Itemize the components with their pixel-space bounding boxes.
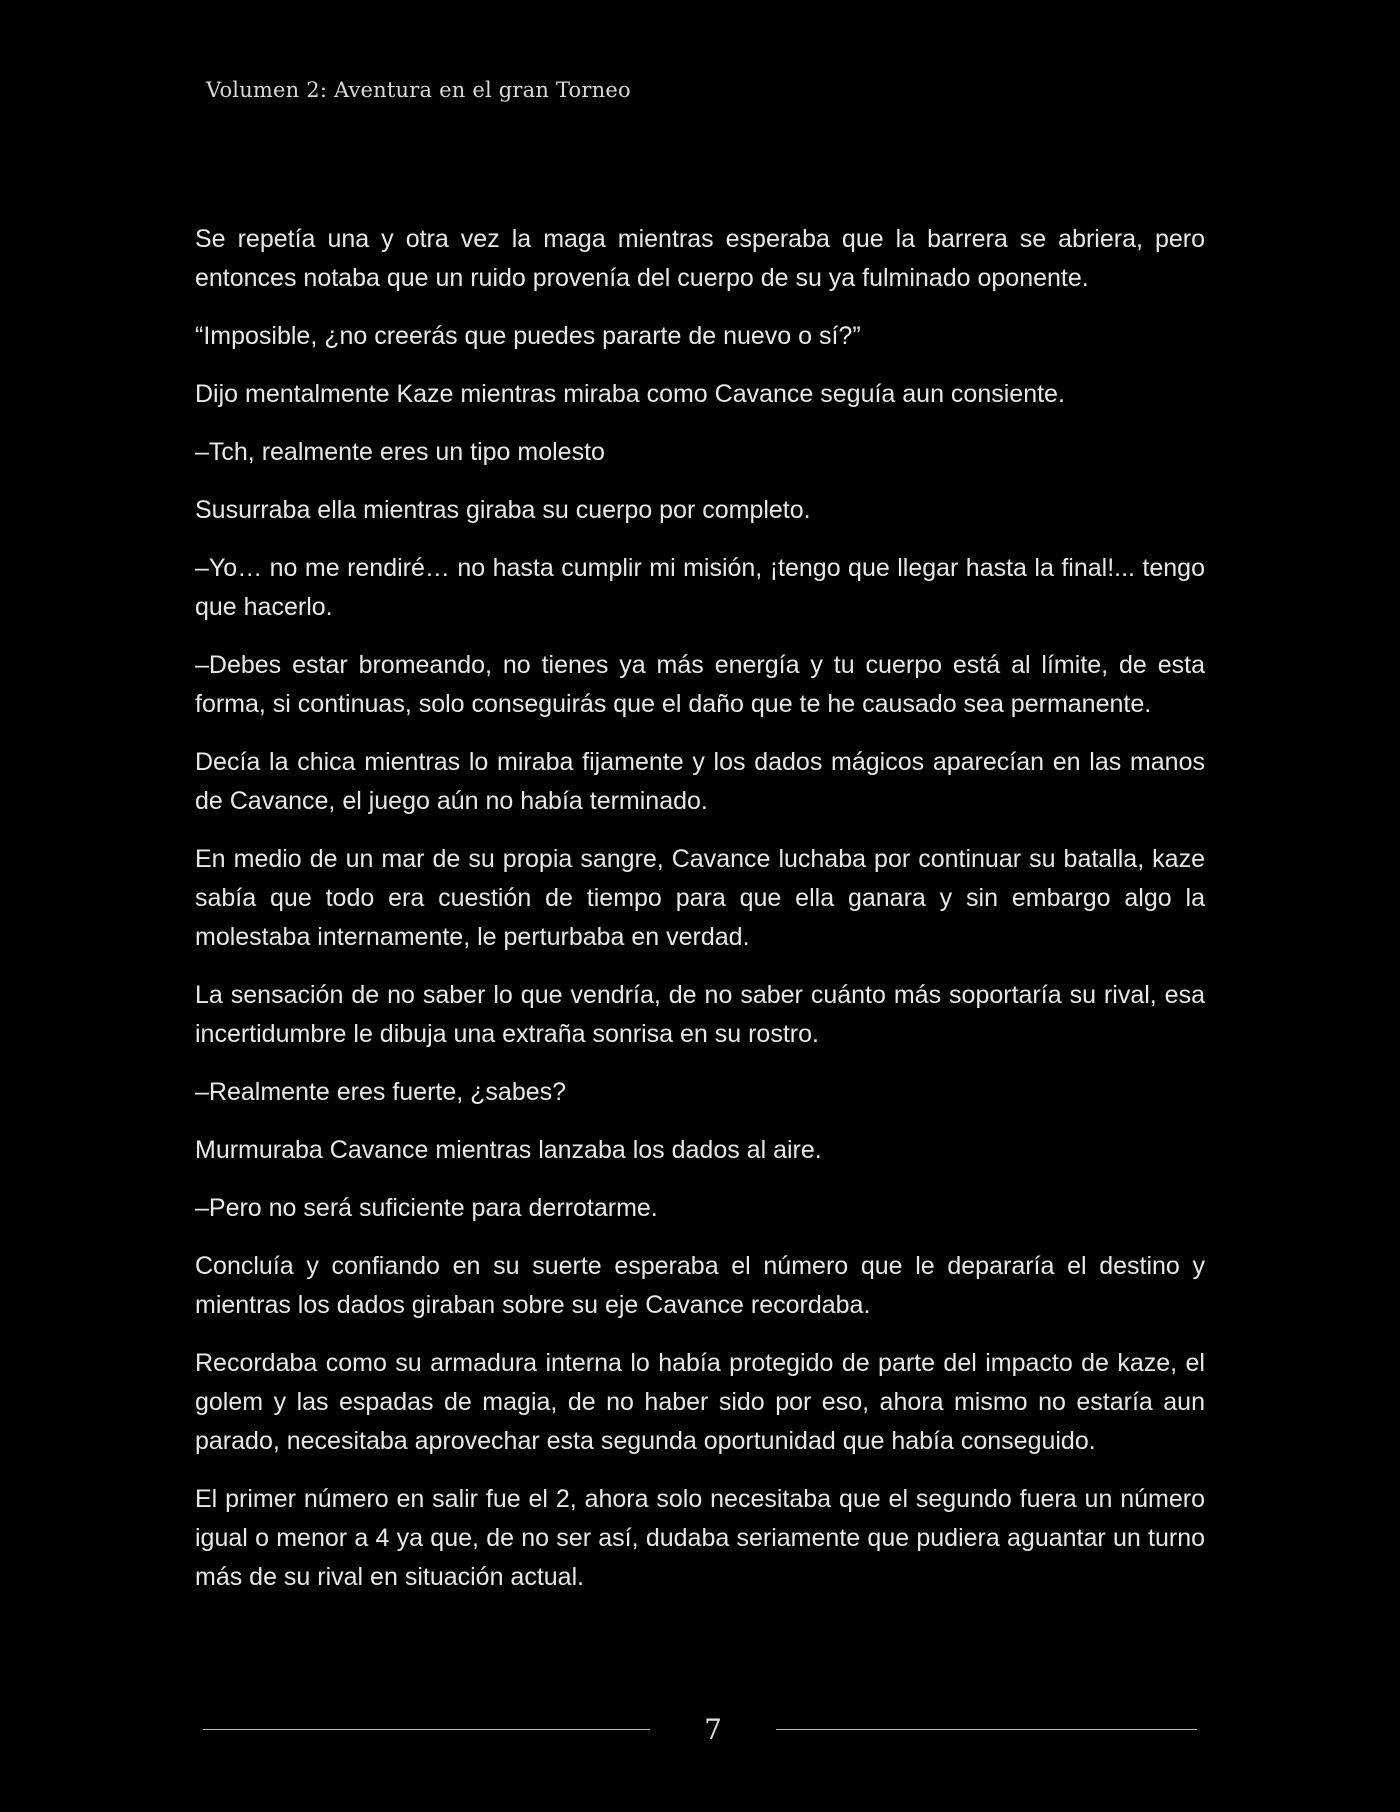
footer-rule-right [776,1729,1197,1730]
paragraph: Concluía y confiando en su suerte esperaba el número que le depararía el destino y mientras los dados giraban sobre su eje Cavance recordaba. [195,1252,1205,1319]
paragraph: –Yo… no me rendiré… no hasta cumplir mi misión, ¡tengo que llegar hasta la final!... tengo que hacerlo. [195,554,1205,621]
paragraph: En medio de un mar de su propia sangre, Cavance luchaba por continuar su batalla, kaze sabía que todo era cuestión de tiempo para que ella ganara y sin embargo algo la molestaba internamente, le perturbaba en verdad. [195,845,1205,951]
page-number: 7 [704,1713,722,1746]
paragraph: La sensación de no saber lo que vendría, de no saber cuánto más soportaría su rival, esa incertidumbre le dibuja una extraña sonrisa en su rostro. [195,981,1205,1048]
paragraph: Dijo mentalmente Kaze mientras miraba como Cavance seguía aun consiente. [195,380,1065,408]
paragraph: –Realmente eres fuerte, ¿sabes? [195,1078,567,1106]
paragraph: El primer número en salir fue el 2, ahora solo necesitaba que el segundo fuera un número igual o menor a 4 ya que, de no ser así, dudaba seriamente que pudiera aguantar un turno más de su rival en situación actual. [195,1485,1205,1591]
footer-rule-left [203,1729,650,1730]
paragraph: Decía la chica mientras lo miraba fijamente y los dados mágicos aparecían en las manos de Cavance, el juego aún no había terminado. [195,748,1205,815]
page-footer [0,1710,1400,1750]
paragraph: “Imposible, ¿no creerás que puedes pararte de nuevo o sí?” [195,322,861,350]
paragraph: –Tch, realmente eres un tipo molesto [195,438,605,466]
paragraph: Murmuraba Cavance mientras lanzaba los dados al aire. [195,1136,822,1164]
paragraph: Se repetía una y otra vez la maga mientras esperaba que la barrera se abriera, pero entonces notaba que un ruido provenía del cuerpo de su ya fulminado oponente. [195,225,1205,292]
running-header: Volumen 2: Aventura en el gran Torneo [206,78,631,102]
body-text [195,220,1205,1616]
paragraph: –Debes estar bromeando, no tienes ya más energía y tu cuerpo está al límite, de esta forma, si continuas, solo conseguirás que el daño que te he causado sea permanente. [195,651,1205,718]
paragraph: Recordaba como su armadura interna lo había protegido de parte del impacto de kaze, el golem y las espadas de magia, de no haber sido por eso, ahora mismo no estaría aun parado, necesitaba aprovechar esta segunda oportunidad que había conseguido. [195,1349,1205,1455]
paragraph: –Pero no será suficiente para derrotarme. [195,1194,658,1222]
paragraph: Susurraba ella mientras giraba su cuerpo por completo. [195,496,811,524]
